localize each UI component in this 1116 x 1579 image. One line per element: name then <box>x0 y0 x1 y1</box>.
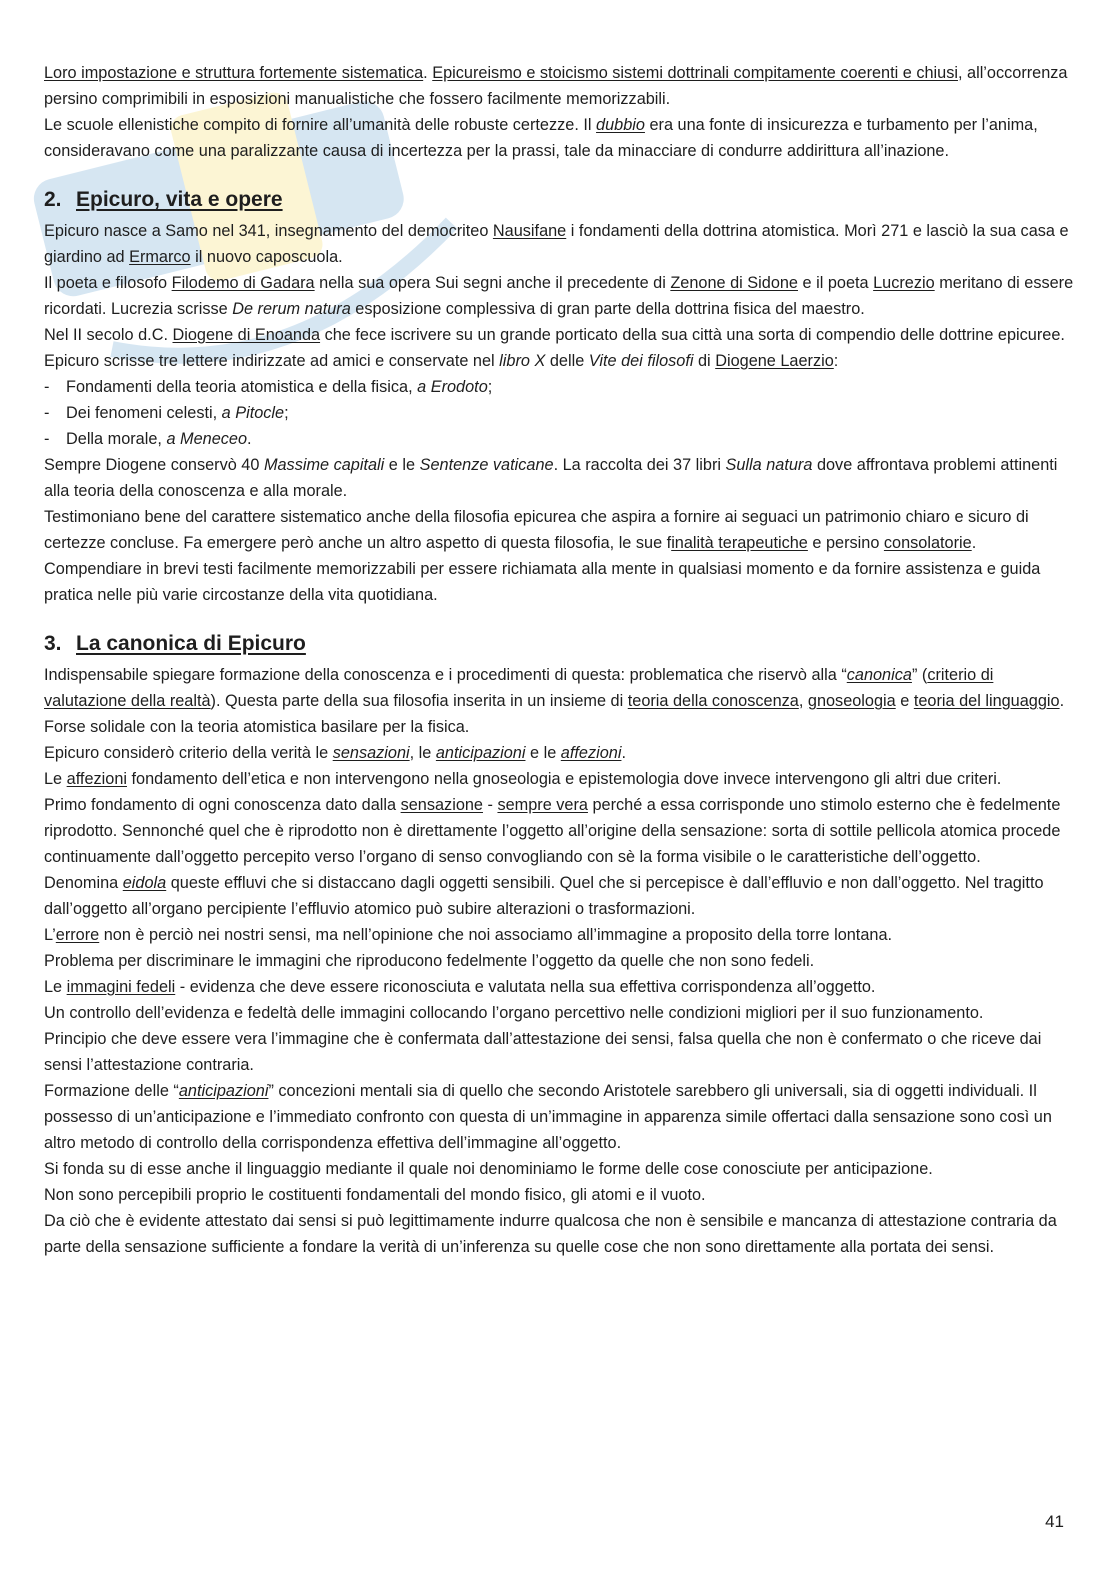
section-3-paragraph: Le immagini fedeli - evidenza che deve essere riconosciuta e valutata nella sua effettiva corrispondenza all’oggetto. <box>44 978 876 996</box>
section-2-paragraph: Epicuro scrisse tre lettere indirizzate ad amici e conservate nel libro X delle Vite dei filosofi di Diogene Laerzio: <box>44 352 839 370</box>
section-2-paragraph: Epicuro nasce a Samo nel 341, insegnamento del democriteo Nausifane i fondamenti della dottrina atomistica. Morì 271 e lasciò la sua casa e giardino ad Ermarco il nuovo caposcuola. <box>44 222 1069 266</box>
section-3-paragraph: Le affezioni fondamento dell’etica e non intervengono nella gnoseologia e epistemologia dove invece intervengono gli altri due criteri. <box>44 770 1002 788</box>
section-3-paragraph: L’errore non è perciò nei nostri sensi, ma nell’opinione che noi associamo all’immagine a proposito della torre lontana. <box>44 926 893 944</box>
section-3-paragraph: Denomina eidola queste effluvi che si distaccano dagli oggetti sensibili. Quel che si percepisce è dall’effluvio e non dall’oggetto. Nel tragitto dall’oggetto all’organo percipiente l’effluvio atomico può subire alterazioni o trasformazioni. <box>44 874 1044 918</box>
list-item: - Dei fenomeni celesti, a Pitocle; <box>44 404 289 422</box>
section-3-paragraph: Primo fondamento di ogni conoscenza dato dalla sensazione - sempre vera perché a essa corrisponde uno stimolo esterno che è fedelmente riprodotto. Sennonché quel che è riprodotto non è direttamente l’oggetto all’origine della sensazione: sorta di sottile pellicola atomica procede continuamente dall’oggetto percepito verso l’organo di senso convogliando con sè la forma visibile o le caratteristiche dell’oggetto. <box>44 796 1061 866</box>
letters-list <box>44 374 1074 452</box>
document-page <box>44 60 1074 1260</box>
list-item: - Fondamenti della teoria atomistica e della fisica, a Erodoto; <box>44 378 493 396</box>
section-3-paragraph: Indispensabile spiegare formazione della conoscenza e i procedimenti di questa: problematica che riservò alla “canonica” (criterio di valutazione della realtà). Questa parte della sua filosofia inserita in un insieme di teoria della conoscenza, gnoseologia e teoria del linguaggio. Forse solidale con la teoria atomistica basilare per la fisica. <box>44 666 1065 736</box>
page-number: 41 <box>1045 1512 1064 1531</box>
section-3-paragraph: Si fonda su di esse anche il linguaggio mediante il quale noi denominiamo le forme delle cose conosciute per anticipazione. <box>44 1160 933 1178</box>
section-3-heading: 3. La canonica di Epicuro <box>44 632 306 655</box>
section-3-paragraph: Non sono percepibili proprio le costituenti fondamentali del mondo fisico, gli atomi e il vuoto. <box>44 1186 706 1204</box>
section-3-paragraph: Problema per discriminare le immagini che riproducono fedelmente l’oggetto da quelle che non sono fedeli. <box>44 952 815 970</box>
section-2-paragraph: Il poeta e filosofo Filodemo di Gadara nella sua opera Sui segni anche il precedente di Zenone di Sidone e il poeta Lucrezio meritano di essere ricordati. Lucrezia scrisse De rerum natura esposizione complessiva di gran parte della dottrina fisica del maestro. <box>44 274 1074 318</box>
list-item: - Della morale, a Meneceo. <box>44 430 252 448</box>
section-2-paragraph: Testimoniano bene del carattere sistematico anche della filosofia epicurea che aspira a fornire ai seguaci un patrimonio chiaro e sicuro di certezze concluse. Fa emergere però anche un altro aspetto di questa filosofia, le sue finalità terapeutiche e persino consolatorie. Compendiare in brevi testi facilmente memorizzabili per essere richiamata alla mente in qualsiasi momento e da fornire assistenza e guida pratica nelle più varie circostanze della vita quotidiana. <box>44 508 1041 604</box>
section-3-paragraph: Un controllo dell’evidenza e fedeltà delle immagini collocando l’organo percettivo nelle condizioni migliori per il suo funzionamento. <box>44 1004 984 1022</box>
section-3-paragraph: Principio che deve essere vera l’immagine che è confermata dall’attestazione dei sensi, falsa quella che non è confermato o che riceve dai sensi l’attestazione contraria. <box>44 1030 1042 1074</box>
intro-paragraph-2: Le scuole ellenistiche compito di fornire all’umanità delle robuste certezze. Il dubbio era una fonte di insicurezza e turbamento per l’anima, consideravano come una paralizzante causa di incertezza per la prassi, tale da minacciare di condurre addirittura all’inazione. <box>44 116 1038 160</box>
section-2-heading: 2. Epicuro, vita e opere <box>44 188 283 211</box>
section-3-paragraph: Formazione delle “anticipazioni” concezioni mentali sia di quello che secondo Aristotele sarebbero gli universali, sia di oggetti individuali. Il possesso di un’anticipazione e l’immediato confronto con questa di un’immagine in apparenza simile offertaci dalla sensazione sono così un altro metodo di controllo della corrispondenza effettiva dell’immagine all’oggetto. <box>44 1082 1052 1152</box>
section-3-paragraph: Da ciò che è evidente attestato dai sensi si può legittimamente indurre qualcosa che non è sensibile e mancanza di attestazione contraria da parte della sensazione sufficiente a fondare la verità di un’inferenza su quelle cose che non sono direttamente alla portata dei sensi. <box>44 1212 1057 1256</box>
section-2-paragraph: Sempre Diogene conservò 40 Massime capitali e le Sentenze vaticane. La raccolta dei 37 libri Sulla natura dove affrontava problemi attinenti alla teoria della conoscenza e alla morale. <box>44 456 1058 500</box>
intro-paragraph-1: Loro impostazione e struttura fortemente sistematica. Epicureismo e stoicismo sistemi dottrinali compitamente coerenti e chiusi, all’occorrenza persino comprimibili in esposizioni manualistiche che fossero facilmente memorizzabili. <box>44 64 1068 108</box>
section-3-paragraph: Epicuro considerò criterio della verità le sensazioni, le anticipazioni e le affezioni. <box>44 744 626 762</box>
section-2-paragraph: Nel II secolo d.C. Diogene di Enoanda che fece iscrivere su un grande porticato della sua città una sorta di compendio delle dottrine epicuree. <box>44 326 1065 344</box>
